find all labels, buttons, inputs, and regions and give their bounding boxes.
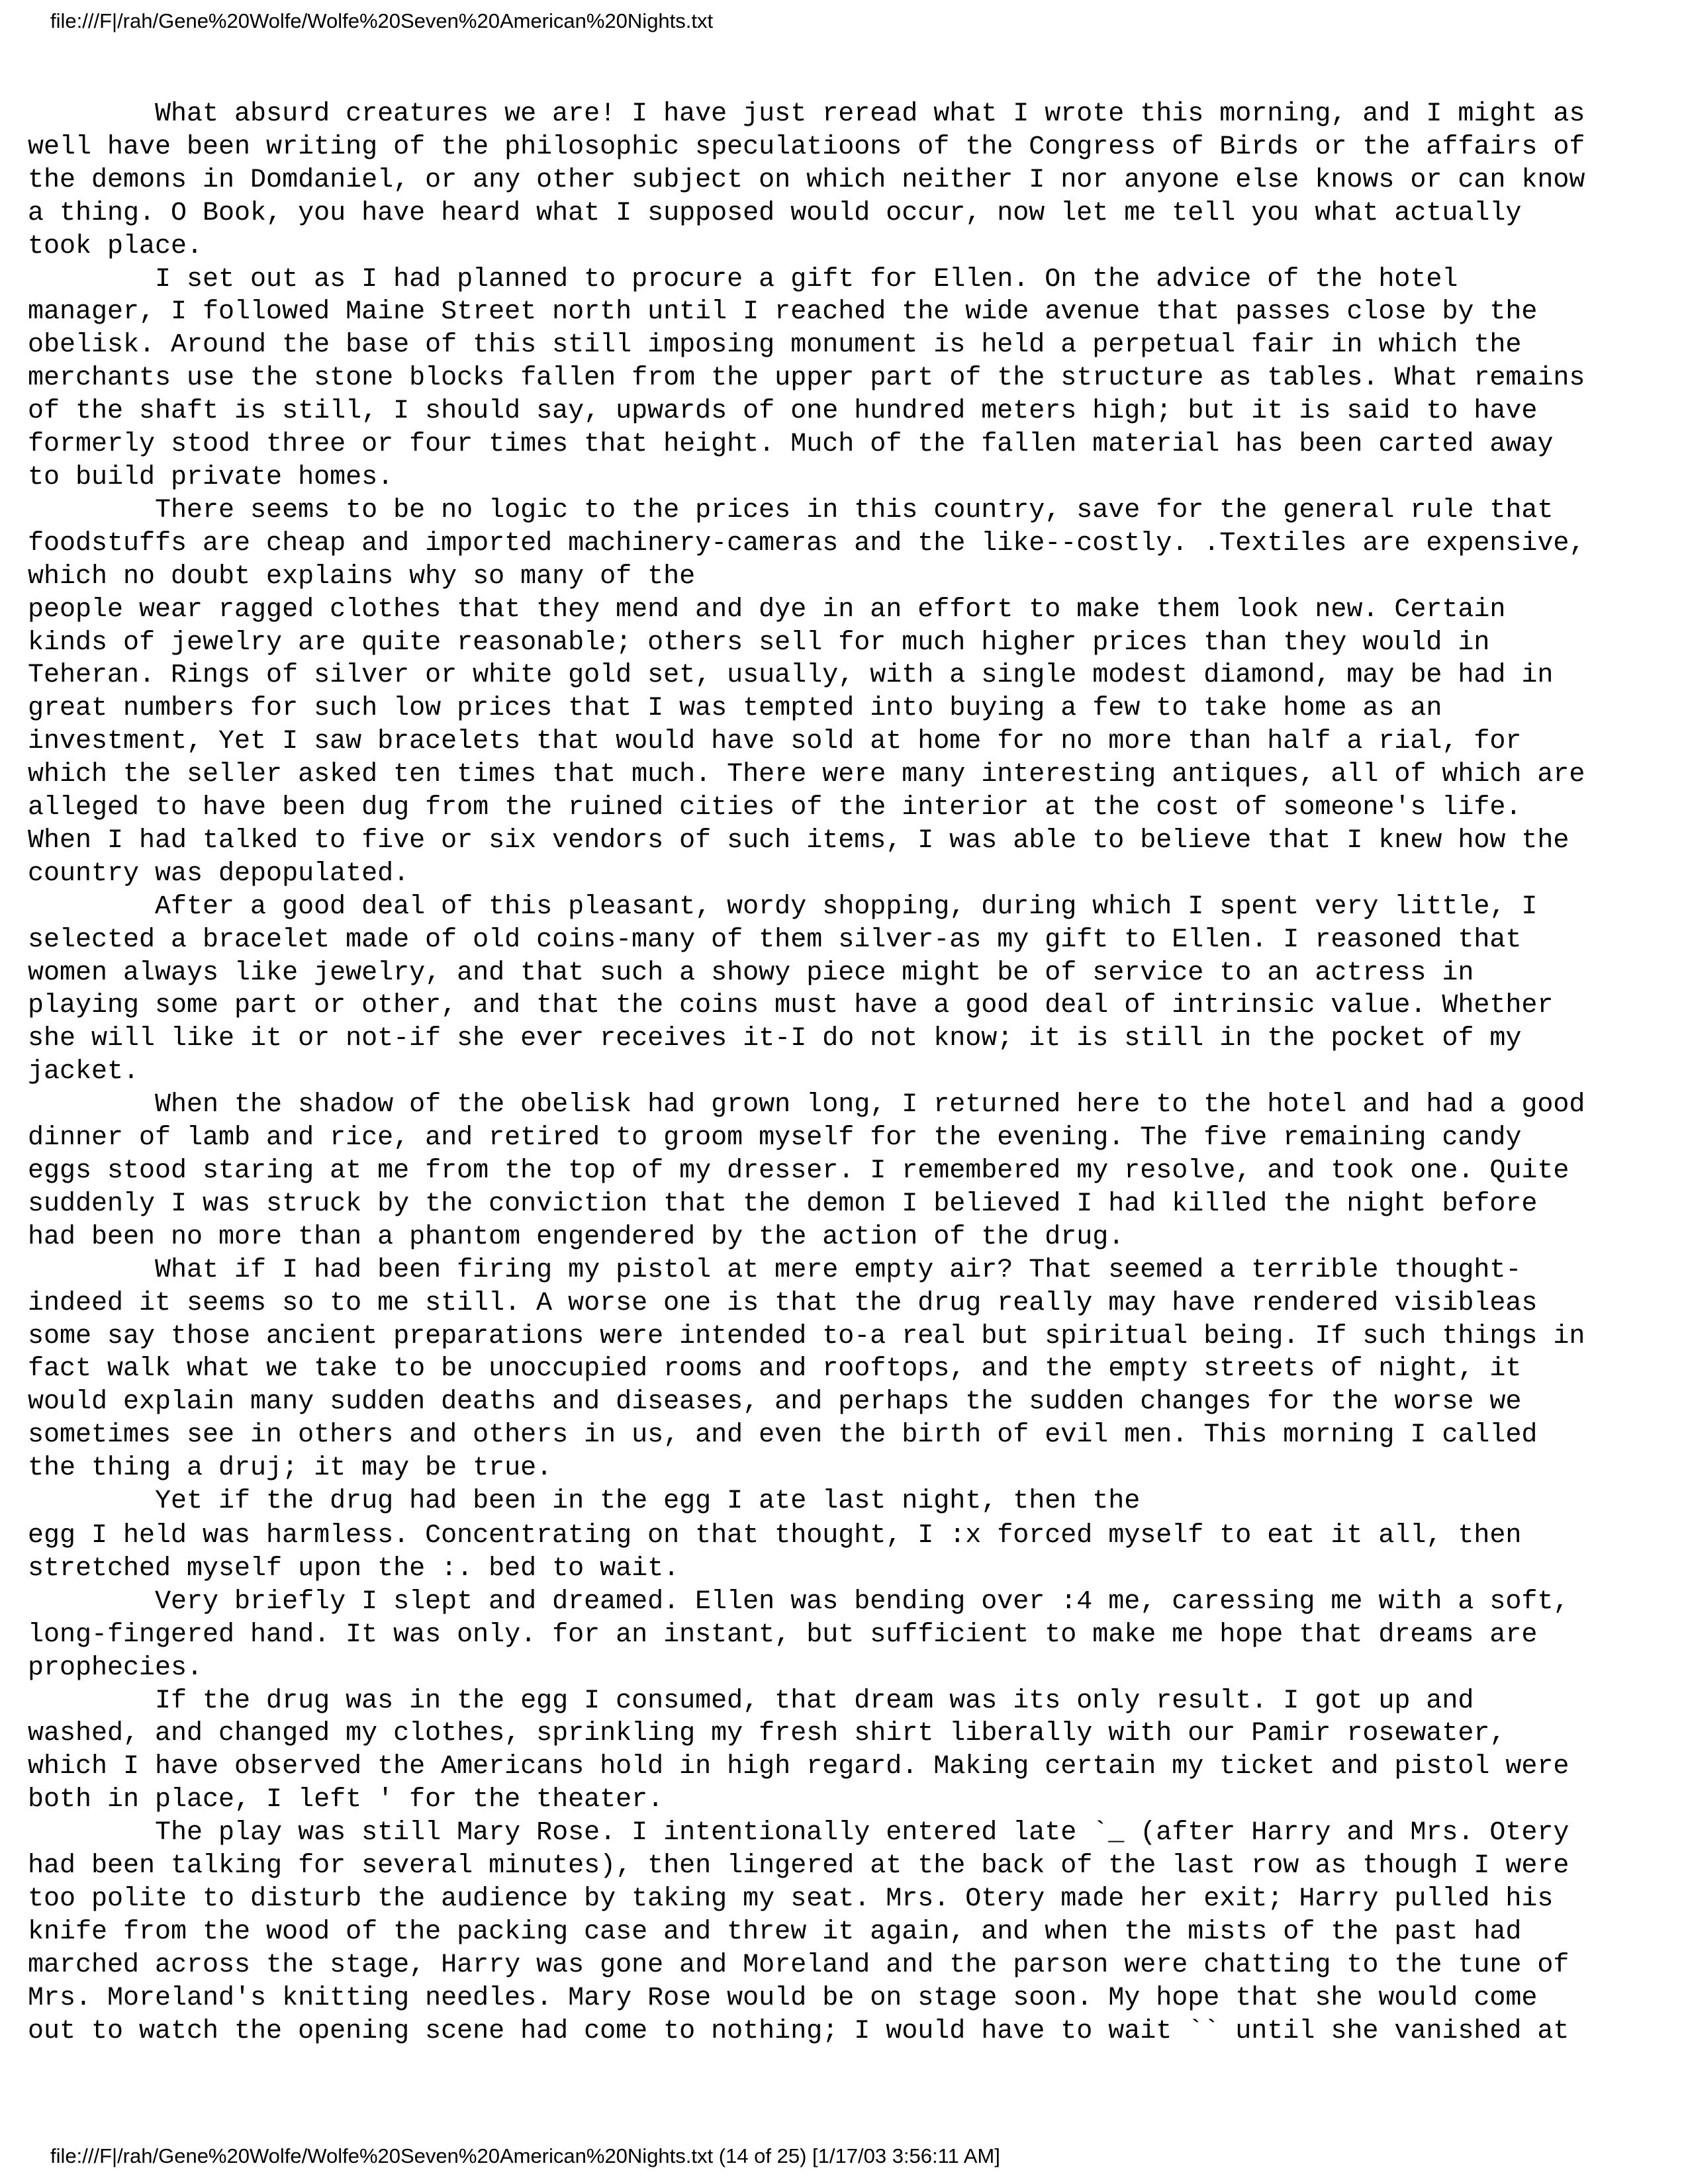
text-line: both in place, I left ' for the theater.	[28, 1785, 664, 1815]
text-line: she will like it or not-if she ever receives it-I do not know; it is still in the pocket of my	[28, 1024, 1522, 1054]
text-line: kinds of jewelry are quite reasonable; others sell for much higher prices than they would in	[28, 627, 1490, 658]
text-line: which I have observed the Americans hold in high regard. Making certain my ticket and pistol were	[28, 1752, 1570, 1782]
text-line: a thing. O Book, you have heard what I supposed would occur, now let me tell you what actually	[28, 198, 1522, 228]
text-line: merchants use the stone blocks fallen from the upper part of the structure as tables. What remains	[28, 363, 1585, 394]
text-line: What if I had been firing my pistol at mere empty air? That seemed a terrible thought-	[28, 1255, 1522, 1285]
text-line: sometimes see in others and others in us, and even the birth of evil men. This morning I called	[28, 1420, 1538, 1451]
text-line: I set out as I had planned to procure a gift for Ellen. On the advice of the hotel	[28, 264, 1458, 295]
text-line: fact walk what we take to be unoccupied rooms and rooftops, and the empty streets of night, it	[28, 1354, 1522, 1385]
text-line: took place.	[28, 231, 203, 261]
text-line: eggs stood staring at me from the top of my dresser. I remembered my resolve, and took one. Quite	[28, 1156, 1570, 1186]
header-file-url: file:///F|/rah/Gene%20Wolfe/Wolfe%20Seven%20American%20Nights.txt	[50, 9, 714, 32]
text-line: manager, I followed Maine Street north until I reached the wide avenue that passes close by the	[28, 297, 1538, 328]
text-line: When the shadow of the obelisk had grown long, I returned here to the hotel and had a good	[28, 1090, 1585, 1120]
text-line: Yet if the drug had been in the egg I ate last night, then the	[28, 1486, 1141, 1517]
text-line: out to watch the opening scene had come to nothing; I would have to wait `` until she vanished at	[28, 2016, 1570, 2046]
text-line: stretched myself upon the :. bed to wait.	[28, 1553, 680, 1584]
text-line: country was depopulated.	[28, 858, 410, 889]
text-line: knife from the wood of the packing case and threw it again, and when the mists of the past had	[28, 1917, 1522, 1947]
text-line: of the shaft is still, I should say, upwards of one hundred meters high; but it is said to have	[28, 396, 1538, 427]
text-line: women always like jewelry, and that such a showy piece might be of service to an actress in	[28, 958, 1474, 988]
text-line: Very briefly I slept and dreamed. Ellen was bending over :4 me, caressing me with a soft,	[28, 1586, 1570, 1617]
text-line: washed, and changed my clothes, sprinkling my fresh shirt liberally with our Pamir rosewater,	[28, 1719, 1506, 1749]
text-line: selected a bracelet made of old coins-many of them silver-as my gift to Ellen. I reasoned that	[28, 925, 1522, 955]
text-line: the thing a druj; it may be true.	[28, 1453, 553, 1484]
text-line: Teheran. Rings of silver or white gold set, usually, with a single modest diamond, may be had in	[28, 660, 1554, 691]
text-line: investment, Yet I saw bracelets that would have sold at home for no more than half a rial, for	[28, 727, 1522, 757]
text-line: had been no more than a phantom engendered by the action of the drug.	[28, 1222, 1125, 1252]
text-line: which the seller asked ten times that much. There were many interesting antiques, all of which are	[28, 760, 1585, 790]
text-line: Mrs. Moreland's knitting needles. Mary Rose would be on stage soon. My hope that she would come	[28, 1983, 1538, 2013]
text-line: people wear ragged clothes that they mend and dye in an effort to make them look new. Certain	[28, 594, 1506, 625]
text-line: the demons in Domdaniel, or any other subject on which neither I nor anyone else knows or can know	[28, 165, 1585, 195]
text-line: alleged to have been dug from the ruined cities of the interior at the cost of someone's life.	[28, 793, 1522, 823]
text-line: would explain many sudden deaths and diseases, and perhaps the sudden changes for the worse we	[28, 1387, 1522, 1418]
text-line: formerly stood three or four times that height. Much of the fallen material has been carted away	[28, 430, 1554, 460]
text-line: playing some part or other, and that the coins must have a good deal of intrinsic value. Whether	[28, 991, 1554, 1021]
text-line: After a good deal of this pleasant, wordy shopping, during which I spent very little, I	[28, 891, 1538, 922]
text-line: egg I held was harmless. Concentrating on that thought, I :x forced myself to eat it all, then	[28, 1521, 1522, 1551]
document-text-block-2	[28, 1520, 1569, 2048]
text-line: long-fingered hand. It was only. for an instant, but sufficient to make me hope that dreams are	[28, 1619, 1538, 1650]
text-line: marched across the stage, Harry was gone and Moreland and the parson were chatting to the tune of	[28, 1950, 1570, 1980]
text-line: jacket.	[28, 1057, 140, 1087]
text-line: If the drug was in the egg I consumed, that dream was its only result. I got up and	[28, 1686, 1474, 1716]
text-line: too polite to disturb the audience by taking my seat. Mrs. Otery made her exit; Harry pulled his	[28, 1884, 1554, 1914]
text-line: What absurd creatures we are! I have just reread what I wrote this morning, and I might as	[28, 99, 1585, 129]
text-line: great numbers for such low prices that I was tempted into buying a few to take home as an	[28, 694, 1442, 724]
text-line: foodstuffs are cheap and imported machinery-cameras and the like--costly. .Textiles are expensive,	[28, 528, 1585, 559]
text-line: obelisk. Around the base of this still imposing monument is held a perpetual fair in which the	[28, 330, 1522, 361]
text-line: When I had talked to five or six vendors of such items, I was able to believe that I knew how the	[28, 825, 1570, 856]
text-line: which no doubt explains why so many of the	[28, 561, 696, 592]
text-line: dinner of lamb and rice, and retired to groom myself for the evening. The five remaining candy	[28, 1123, 1522, 1154]
text-line: prophecies.	[28, 1653, 203, 1683]
footer-page-info: file:///F|/rah/Gene%20Wolfe/Wolfe%20Seven%20American%20Nights.txt (14 of 25) [1/17/03 3:56:11 AM]	[50, 2144, 1000, 2167]
text-line: suddenly I was struck by the conviction that the demon I believed I had killed the night before	[28, 1189, 1538, 1219]
document-text-block-1	[28, 98, 1585, 1518]
text-line: had been talking for several minutes), then lingered at the back of the last row as though I were	[28, 1851, 1570, 1882]
text-line: indeed it seems so to me still. A worse one is that the drug really may have rendered visibleas	[28, 1288, 1538, 1318]
text-line: The play was still Mary Rose. I intentionally entered late `_ (after Harry and Mrs. Otery	[28, 1818, 1570, 1848]
text-line: There seems to be no logic to the prices in this country, save for the general rule that	[28, 495, 1554, 525]
text-line: to build private homes.	[28, 462, 394, 492]
text-line: some say those ancient preparations were intended to-a real but spiritual being. If such things in	[28, 1321, 1585, 1351]
text-line: well have been writing of the philosophic speculatioons of the Congress of Birds or the affairs of	[28, 132, 1585, 162]
